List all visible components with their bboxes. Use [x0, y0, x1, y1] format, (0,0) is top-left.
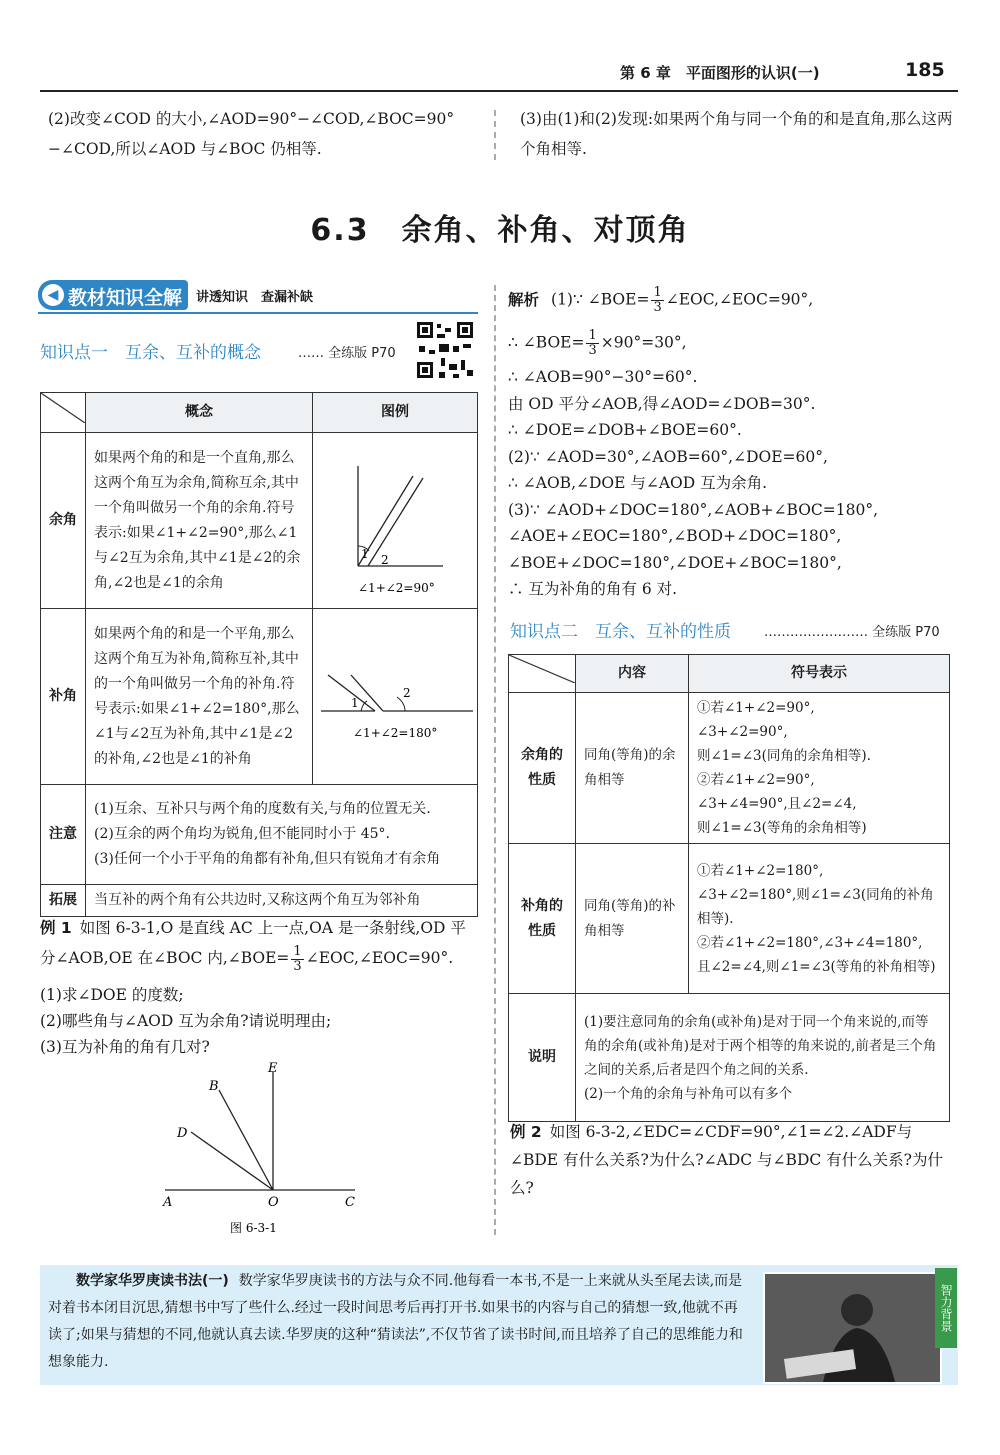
- row-label-supplement-property: 补角的性质: [509, 844, 576, 994]
- example1-questions: [40, 982, 480, 1060]
- note-item-2: (2)互余的两个角均为锐角,但不能同时小于 45°.: [94, 826, 390, 842]
- banner-subtitle: 讲透知识 查漏补缺: [196, 290, 314, 305]
- solution-line6: (2)∵ ∠AOD=30°,∠AOB=60°,∠DOE=60°,: [508, 447, 828, 466]
- solution-line5: ∴ ∠DOE=∠DOB+∠BOE=60°.: [508, 421, 742, 439]
- supplementary-definition: 如果两个角的和是一个平角,那么这两个角互为补角,简称互补,其中的一个角叫做另一个角的补角.符号表示:如果∠1+∠2=180°,那么∠1与∠2互为补角,其中∠1是∠2的补角,∠2也是∠1的补角: [86, 609, 313, 785]
- chapter-title: 第 6 章 平面图形的认识(一): [620, 64, 820, 82]
- supplementary-angle2-label: 2: [403, 686, 411, 700]
- symbol-line: ①若∠1+∠2=180°,: [697, 862, 824, 879]
- reading-tip-text: [48, 1268, 748, 1376]
- side-tag: 智力背景: [935, 1268, 957, 1348]
- explanation-item-2: (2)一个角的余角与补角可以有多个: [584, 1085, 793, 1102]
- knowledge-banner: [38, 280, 188, 310]
- column-divider-top: [494, 110, 496, 160]
- sol-frac1-num: 1: [653, 285, 662, 300]
- example1-line1: 如图 6-3-1,O 是直线 AC 上一点,OA 是一条射线,OD 平: [79, 919, 466, 937]
- complementary-definition: 如果两个角的和是一个直角,那么这两个角互为余角,简称互余,其中一个角叫做另一个角的余角.符号表示:如果∠1+∠2=90°,那么∠1与∠2互为余角,其中∠1是∠2的余角,∠2也是∠1的余角: [86, 433, 313, 609]
- solution-fraction-2: [586, 329, 598, 358]
- fraction-numerator: 1: [293, 943, 302, 959]
- table1-corner-cell: [41, 393, 86, 433]
- table2-head-content: 内容: [576, 655, 689, 693]
- kp1-label: 知识点一 互余、互补的概念: [40, 343, 261, 363]
- solution-l2a: ∴ ∠BOE=: [508, 333, 585, 352]
- solution-l2b: ×90°=30°,: [600, 333, 687, 352]
- symbol-line: ②若∠1+∠2=180°,∠3+∠4=180°,: [697, 934, 923, 951]
- figure-caption: 图 6-3-1: [230, 1221, 277, 1235]
- explanation-item-1: (1)要注意同角的余角(或补角)是对于同一个角来说的,而等角的余角(或补角)是对于两个相等的角来说的,前者是三个角之间的关系,后者是四个角之间的关系.: [584, 1013, 937, 1078]
- complementary-angle2-label: 2: [381, 553, 389, 567]
- symbol-line: ②若∠1+∠2=90°,: [697, 772, 815, 788]
- solution-line10: ∠BOE+∠DOC=180°,∠DOE+∠BOC=180°,: [508, 553, 842, 572]
- qr-code-icon: [415, 320, 475, 380]
- figure-6-3-1: [155, 1060, 375, 1240]
- example2-text: 如图 6-3-2,∠EDC=∠CDF=90°,∠1=∠2.∠ADF与∠BDE 有什么关系?为什么?∠ADC 与∠BDC 有什么关系?为什么?: [510, 1123, 943, 1197]
- symbol-line: 且∠2=∠4,则∠1=∠3(等角的补角相等): [697, 958, 936, 975]
- note-item-3: (3)任何一个小于平角的角都有补角,但只有锐角才有余角: [94, 851, 441, 867]
- solution-line2: [508, 329, 958, 358]
- property-table: [508, 654, 950, 1122]
- note-item-1: (1)互余、互补只与两个角的度数有关,与角的位置无关.: [94, 801, 431, 817]
- complementary-figure-caption: ∠1+∠2=90°: [358, 581, 435, 595]
- example1-label: 例 1: [40, 919, 72, 937]
- point-o-label: O: [268, 1195, 279, 1210]
- symbol-line: ∠3+∠2=180°,则∠1=∠3(同角的补角相等).: [697, 886, 934, 927]
- explanation-cell: [576, 994, 950, 1122]
- kp2-label: 知识点二 互余、互补的性质: [510, 622, 731, 642]
- row-label-complement-property: 余角的性质: [509, 693, 576, 844]
- reading-tip-title: 数学家华罗庚读书法(一): [76, 1273, 229, 1289]
- banner-title: 教材知识全解: [68, 287, 183, 309]
- supplement-property-symbols: [689, 844, 950, 994]
- solution-l1b: ∠EOC,∠EOC=90°,: [665, 290, 814, 309]
- section-title: 6.3 余角、补角、对顶角: [310, 213, 690, 248]
- symbol-line: ①若∠1+∠2=90°,: [697, 700, 815, 716]
- example2: [510, 1118, 954, 1202]
- top-left-text: (2)改变∠COD 的大小,∠AOD=90°−∠COD,∠BOC=90° −∠COD,所以∠AOD 与∠BOC 仍相等.: [48, 110, 455, 158]
- reading-tip-body: 数学家华罗庚读书的方法与众不同.他每看一本书,不是一上来就从头至尾去读,而是对着书本闭目沉思,猜想书中写了些什么.经过一段时间思考后再打开书.如果书的内容与自己的猜想一致,他就不再读了;如果与猜想的不同,他就认真去读.华罗庚的这种“猜读法”,不仅节省了读书时间,而且培养了自己的思维能力和想象能力.: [48, 1273, 743, 1370]
- diagonal-line: [509, 655, 575, 683]
- solution-line7: ∴ ∠AOB,∠DOE 与∠AOD 互为余角.: [508, 474, 768, 492]
- supplementary-figure-cell: [313, 609, 478, 785]
- complementary-figure-cell: [313, 433, 478, 609]
- banner-underline: [38, 312, 478, 314]
- table2-head-symbol: 符号表示: [689, 655, 950, 693]
- sol-frac2-den: 3: [588, 343, 597, 358]
- solution-line11: ∴ 互为补角的角有 6 对.: [508, 580, 678, 598]
- extension-text: 当互补的两个角有公共边时,又称这两个角互为邻补角: [86, 885, 478, 917]
- supplement-property-content: 同角(等角)的补角相等: [576, 844, 689, 994]
- row-label-extension: 拓展: [41, 885, 86, 917]
- solution-line4: 由 OD 平分∠AOB,得∠AOD=∠DOB=30°.: [508, 394, 816, 413]
- concept-table: [40, 392, 478, 917]
- solution-line3: ∴ ∠AOB=90°−30°=60°.: [508, 368, 698, 386]
- page-number: 185: [905, 59, 945, 81]
- complementary-angle1-label: 1: [361, 547, 369, 561]
- table1-head-concept: 概念: [86, 393, 313, 433]
- row-label-explanation: 说明: [509, 994, 576, 1122]
- solution-line1: [508, 286, 958, 315]
- row-label-complementary: 余角: [41, 433, 86, 609]
- example1-line2a: 分∠AOB,OE 在∠BOC 内,∠BOE=: [40, 949, 290, 967]
- table2-corner-cell: [509, 655, 576, 693]
- header-rule: [40, 90, 958, 92]
- row-label-note: 注意: [41, 785, 86, 885]
- table1-head-figure: 图例: [313, 393, 478, 433]
- kp2-ref: …………………… 全练版 P70: [764, 625, 940, 640]
- supplementary-figure-caption: ∠1+∠2=180°: [353, 726, 438, 740]
- diagonal-line: [41, 393, 85, 423]
- note-cell: [86, 785, 478, 885]
- point-d-label: D: [177, 1126, 188, 1141]
- example1-fraction: [291, 945, 303, 974]
- point-a-label: A: [163, 1195, 173, 1210]
- page-header: [0, 58, 1000, 88]
- sol-frac1-den: 3: [653, 300, 662, 315]
- row-label-supplementary: 补角: [41, 609, 86, 785]
- point-e-label: E: [268, 1061, 278, 1076]
- supplementary-angle1-label: 1: [351, 696, 359, 710]
- point-c-label: C: [345, 1195, 355, 1210]
- solution-line8: (3)∵ ∠AOD+∠DOC=180°,∠AOB+∠BOC=180°,: [508, 500, 879, 519]
- complementary-angle-figure: [313, 436, 473, 596]
- sol-frac2-num: 1: [588, 328, 597, 343]
- symbol-line: 则∠1=∠3(等角的余角相等): [697, 820, 867, 836]
- complement-property-content: 同角(等角)的余角相等: [576, 693, 689, 844]
- solution-fraction-1: [651, 286, 663, 315]
- question-2: (2)哪些角与∠AOD 互为余角?请说明理由;: [40, 1012, 332, 1030]
- symbol-line: 则∠1=∠3(同角的余角相等).: [697, 748, 871, 764]
- column-divider-main: [494, 285, 496, 1235]
- mathematician-photo: [763, 1272, 942, 1384]
- supplementary-angle-figure: [313, 617, 473, 767]
- speaker-icon: ◀: [42, 284, 64, 306]
- solution-label: 解析: [508, 290, 540, 309]
- example2-label: 例 2: [510, 1123, 542, 1141]
- complement-property-symbols: [689, 693, 950, 844]
- fraction-denominator: 3: [293, 958, 302, 974]
- portrait-illustration: [765, 1274, 940, 1382]
- kp1-ref: …… 全练版 P70: [298, 346, 396, 361]
- question-3: (3)互为补角的角有几对?: [40, 1038, 210, 1056]
- symbol-line: ∠3+∠4=90°,且∠2=∠4,: [697, 796, 857, 812]
- example1-statement: [40, 913, 480, 974]
- symbol-line: ∠3+∠2=90°,: [697, 724, 788, 740]
- question-1: (1)求∠DOE 的度数;: [40, 986, 184, 1004]
- solution-l1a: (1)∵ ∠BOE=: [551, 290, 650, 309]
- point-b-label: B: [209, 1079, 219, 1094]
- solution-block: [508, 286, 958, 603]
- top-right-text: (3)由(1)和(2)发现:如果两个角与同一个角的和是直角,那么这两个角相等.: [520, 110, 953, 158]
- example1-line2b: ∠EOC,∠EOC=90°.: [305, 949, 454, 967]
- solution-line9: ∠AOE+∠EOC=180°,∠BOD+∠DOC=180°,: [508, 527, 842, 545]
